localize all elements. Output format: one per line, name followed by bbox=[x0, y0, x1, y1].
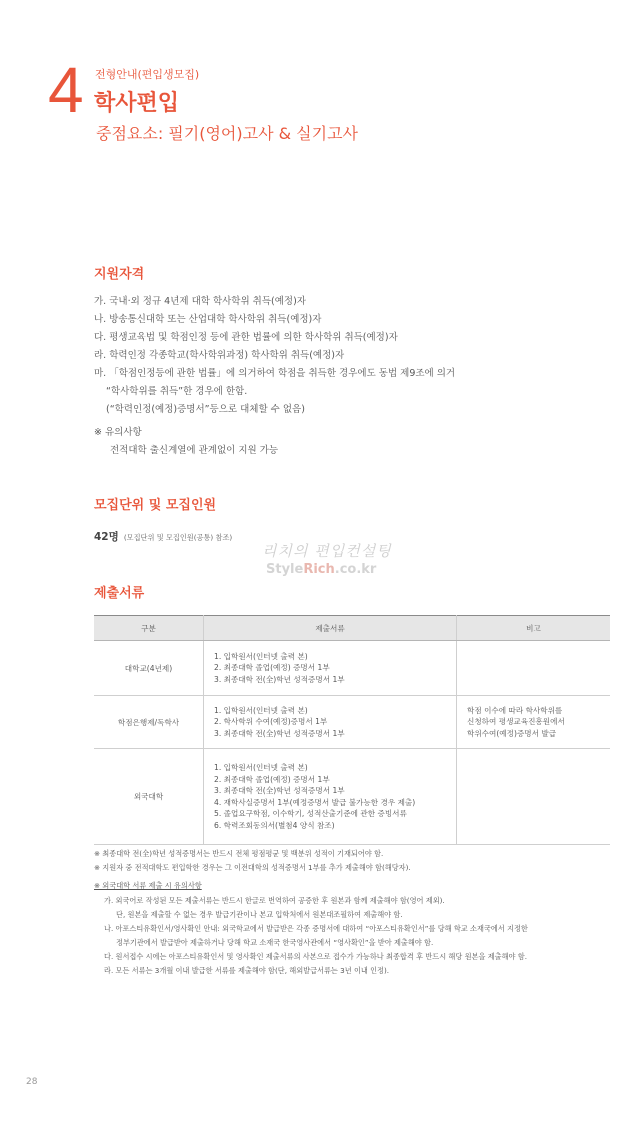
doc-item: 3. 최종대학 전(全)학년 성적증명서 1부 bbox=[214, 674, 345, 684]
note-heading: ※ 유의사항 bbox=[94, 427, 142, 438]
qualification-heading: 지원자격 bbox=[94, 267, 145, 282]
foreign-item: 단, 원본을 제출할 수 없는 경우 발급기관이나 본교 입학처에서 원본대조필하여 제출해야 함. bbox=[116, 910, 403, 919]
watermark-brand-a: Style bbox=[266, 562, 304, 577]
watermark-logo bbox=[266, 562, 376, 577]
foreign-item: 나. 아포스티유확인서/영사확인 안내: 외국학교에서 발급받은 각종 증명서에 대하여 “아포스티유확인서”를 당해 학교 소재국에서 지정한 bbox=[104, 924, 528, 933]
row-category: 대학교(4년제) bbox=[94, 641, 204, 696]
qualification-item: 나. 방송통신대학 또는 산업대학 학사학위 취득(예정)자 bbox=[94, 314, 322, 325]
qualification-item: 라. 학력인정 각종학교(학사학위과정) 학사학위 취득(예정)자 bbox=[94, 350, 345, 361]
foreign-item: 정부기관에서 발급받아 제출하거나 당해 학교 소재국 한국영사관에서 “영사확인”을 받아 제출해야 함. bbox=[116, 938, 434, 947]
table-row bbox=[94, 641, 610, 696]
page-subtitle: 중점요소: 필기(영어)고사 & 실기고사 bbox=[96, 124, 358, 143]
doc-item: 1. 입학원서(인터넷 출력 본) bbox=[214, 651, 308, 661]
documents-note: ※ 최종대학 전(全)학년 성적증명서는 반드시 전체 평점평균 및 백분위 성적이 기재되어야 함. bbox=[94, 849, 384, 858]
row-category: 외국대학 bbox=[94, 749, 204, 845]
watermark-brand-b: Rich bbox=[303, 562, 335, 577]
foreign-heading: ※ 외국대학 서류 제출 시 유의사항 bbox=[94, 881, 202, 890]
qualification-item: 다. 평생교육법 및 학점인정 등에 관한 법률에 의한 학사학위 취득(예정)자 bbox=[94, 332, 398, 343]
section-number: 4 bbox=[48, 54, 84, 126]
row-docs bbox=[204, 749, 457, 845]
doc-item: 5. 졸업요구학점, 이수학기, 성적산출기준에 관한 증빙서류 bbox=[214, 809, 407, 818]
row-docs bbox=[204, 641, 457, 696]
table-row bbox=[94, 696, 610, 749]
recruitment-count: 42명 bbox=[94, 531, 119, 543]
row-remark bbox=[457, 749, 611, 845]
qualification-item: “학사학위를 취득”한 경우에 한함. bbox=[106, 386, 248, 397]
qualification-item: (“학력인정(예정)증명서”등으로 대체할 수 없음) bbox=[106, 404, 305, 415]
qualification-item: 마. 「학점인정등에 관한 법률」에 의거하여 학점을 취득한 경우에도 동법 제9조에 의거 bbox=[94, 368, 456, 379]
documents-note: ※ 지원자 중 전적대학도 편입학한 경우는 그 이전대학의 성적증명서 1부를 추가 제출해야 함(해당자). bbox=[94, 863, 411, 872]
column-header: 구분 bbox=[94, 616, 204, 641]
documents-heading: 제출서류 bbox=[94, 586, 145, 601]
doc-item: 1. 입학원서(인터넷 출력 본) bbox=[214, 763, 308, 772]
section-category: 전형안내(편입생모집) bbox=[95, 68, 200, 81]
doc-item: 2. 최종대학 졸업(예정) 증명서 1부 bbox=[214, 663, 330, 673]
page-title: 학사편입 bbox=[94, 91, 180, 116]
foreign-item: 다. 원서접수 시에는 아포스티유확인서 및 영사확인 제출서류의 사본으로 접수가 가능하나 최종합격 후 반드시 해당 원본을 제출해야 함. bbox=[104, 952, 528, 961]
recruitment-heading: 모집단위 및 모집인원 bbox=[94, 498, 217, 513]
doc-item: 1. 입학원서(인터넷 출력 본) bbox=[214, 705, 308, 715]
doc-item: 6. 학력조회동의서(별첨4 양식 참조) bbox=[214, 820, 335, 830]
row-category: 학점은행제/독학사 bbox=[94, 696, 204, 749]
watermark-brand-c: .co.kr bbox=[334, 562, 377, 577]
column-header: 제출서류 bbox=[204, 616, 457, 641]
recruitment-count-row bbox=[94, 525, 232, 544]
watermark-text: 리치의 편입컨설팅 bbox=[262, 542, 392, 560]
note-text: 전적대학 출신계열에 관계없이 지원 가능 bbox=[110, 445, 279, 456]
remark-line: 신청하여 평생교육진흥원에서 bbox=[467, 717, 565, 727]
documents-table bbox=[94, 615, 610, 845]
doc-item: 2. 학사학위 수여(예정)증명서 1부 bbox=[214, 717, 328, 727]
doc-item: 2. 최종대학 졸업(예정) 증명서 1부 bbox=[214, 774, 330, 784]
doc-item: 3. 최종대학 전(全)학년 성적증명서 1부 bbox=[214, 728, 345, 738]
row-remark bbox=[457, 641, 611, 696]
foreign-item: 라. 모든 서류는 3개월 이내 발급한 서류를 제출해야 함(단, 해외발급서류는 3년 이내 인정). bbox=[104, 966, 390, 975]
remark-line: 학점 이수에 따라 학사학위를 bbox=[467, 705, 563, 715]
row-docs bbox=[204, 696, 457, 749]
remark-line: 학위수여(예정)증명서 발급 bbox=[467, 728, 557, 738]
table-row bbox=[94, 749, 610, 845]
qualification-item: 가. 국내·외 정규 4년제 대학 학사학위 취득(예정)자 bbox=[94, 296, 306, 307]
doc-item: 3. 최종대학 전(全)학년 성적증명서 1부 bbox=[214, 786, 345, 795]
doc-item: 4. 재학사실증명서 1부(예정증명서 발급 불가능한 경우 제출) bbox=[214, 797, 416, 807]
column-header: 비고 bbox=[457, 616, 611, 641]
table-header-row bbox=[94, 616, 610, 641]
recruitment-count-note: (모집단위 및 모집인원(공통) 참조) bbox=[123, 533, 233, 542]
row-remark bbox=[457, 696, 611, 749]
foreign-item: 가. 외국어로 작성된 모든 제출서류는 반드시 한글로 번역하여 공증한 후 원본과 함께 제출해야 함(영어 제외). bbox=[104, 896, 445, 905]
page-number: 28 bbox=[26, 1077, 38, 1087]
